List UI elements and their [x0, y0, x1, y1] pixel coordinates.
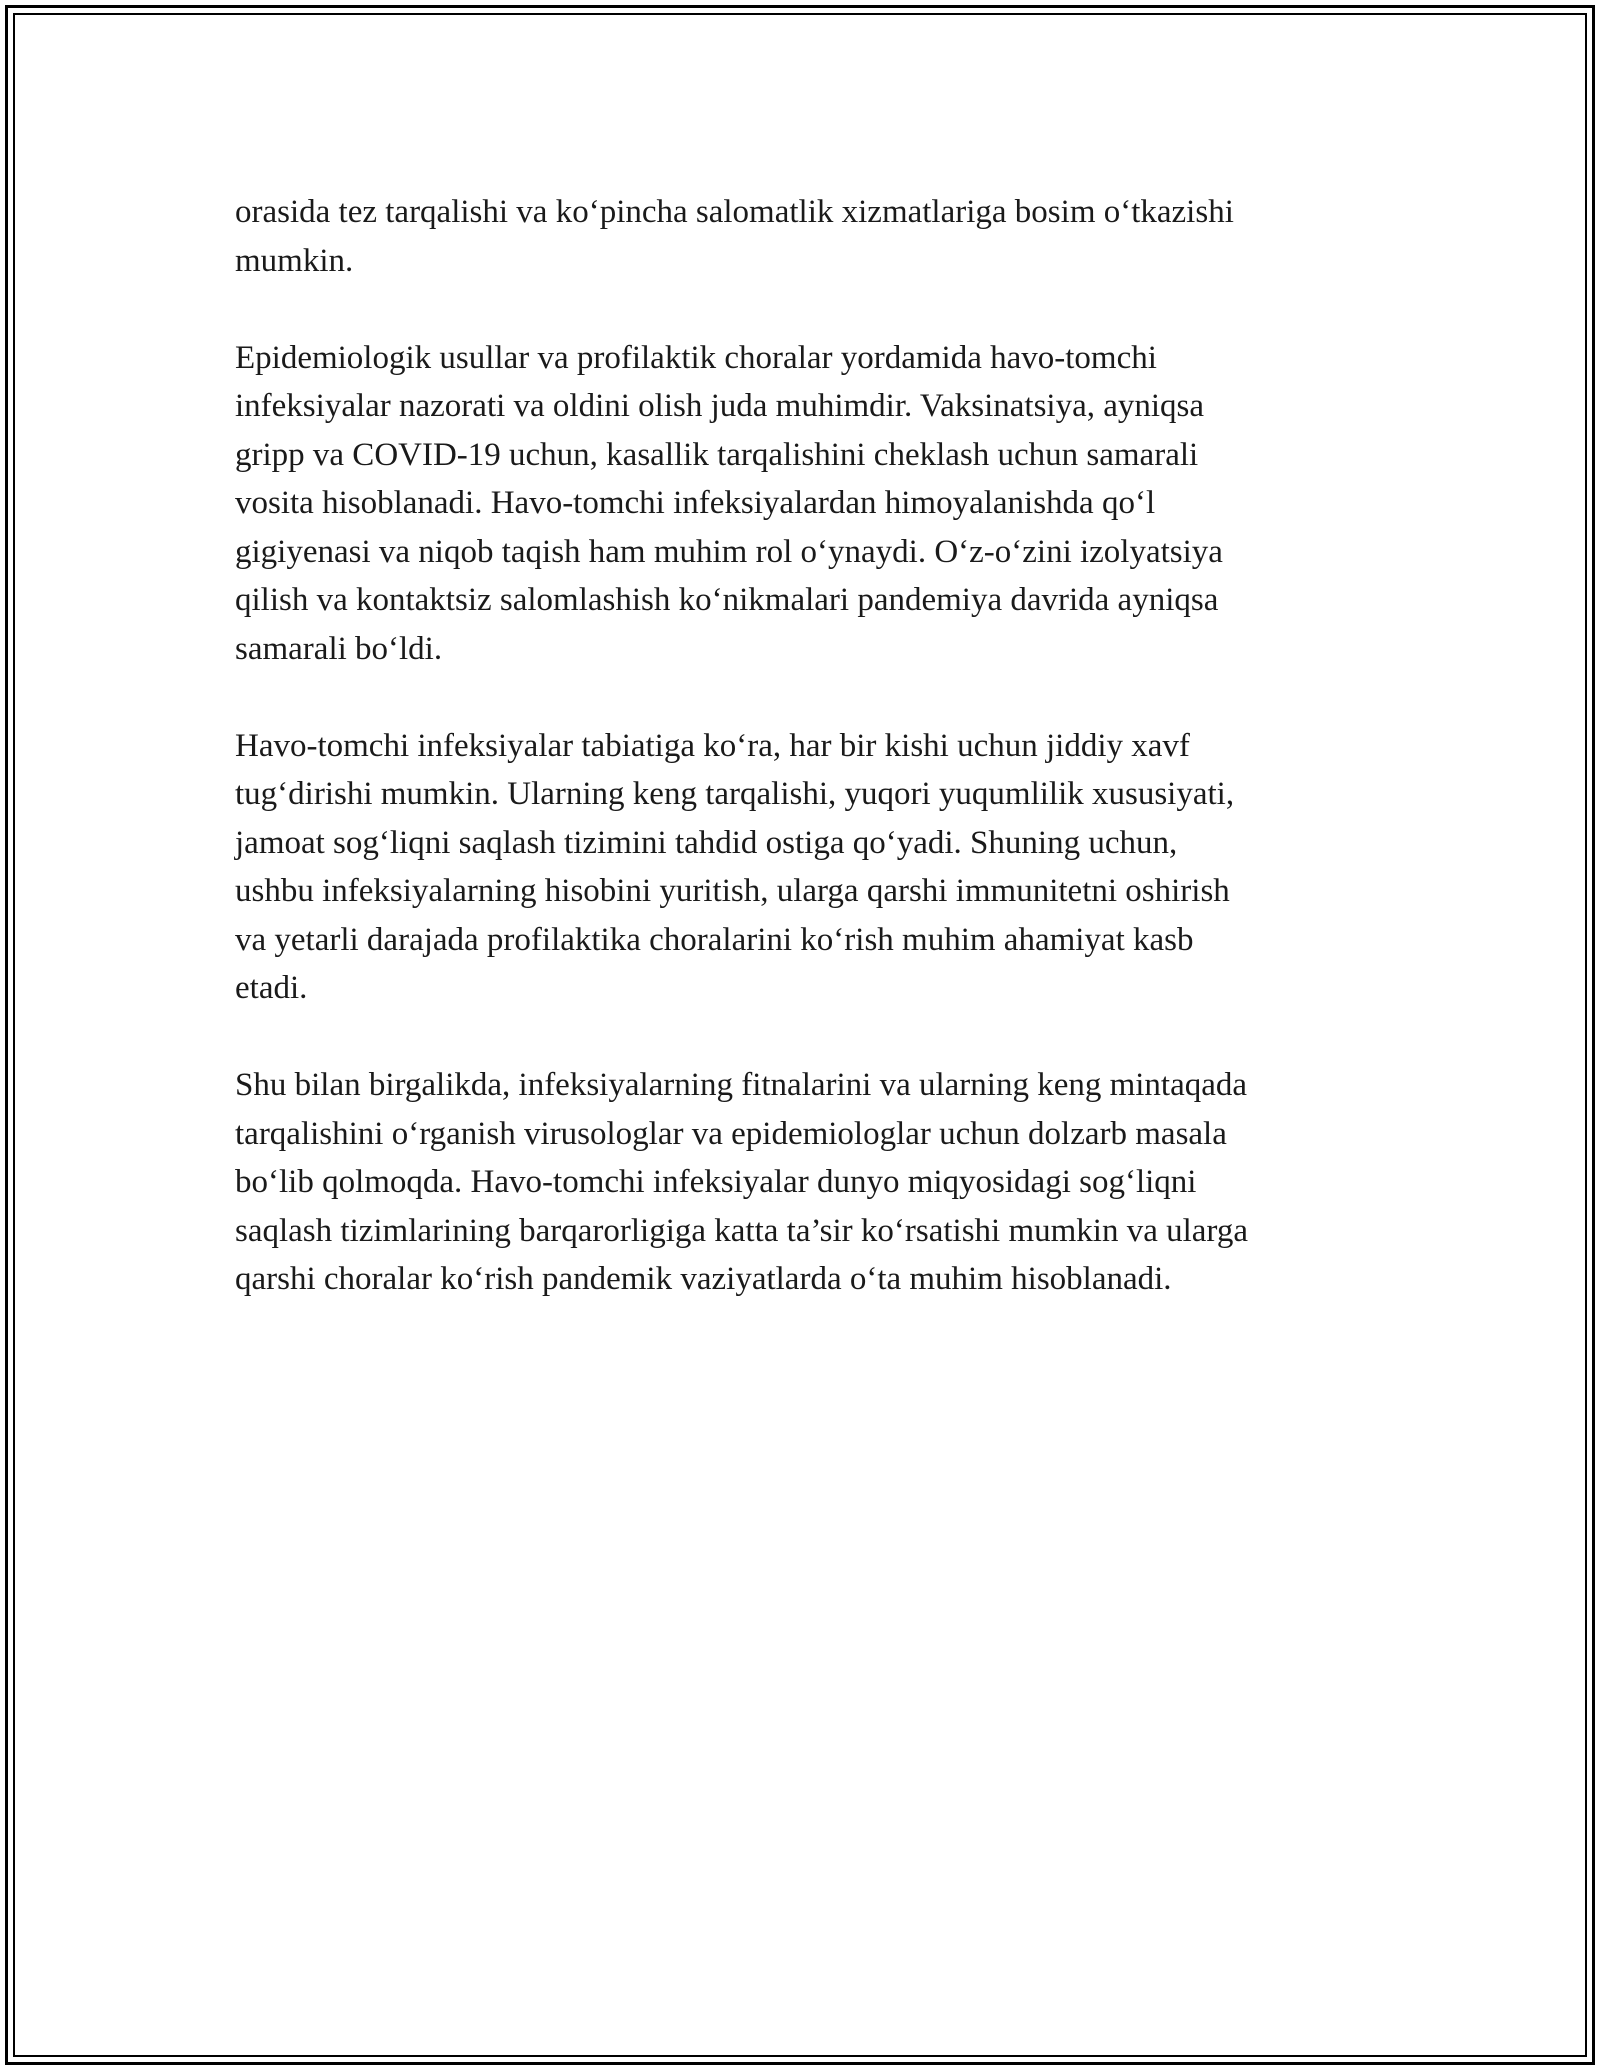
- text-line: va yetarli darajada profilaktika choralarini ko‘rish muhim ahamiyat kasb: [235, 921, 1194, 958]
- paragraph: [235, 722, 1375, 1013]
- text-line: jamoat sog‘liqni saqlash tizimini tahdid ostiga qo‘yadi. Shuning uchun,: [235, 824, 1178, 861]
- text-line: Havo-tomchi infeksiyalar tabiatiga ko‘ra, har bir kishi uchun jiddiy xavf: [235, 727, 1190, 764]
- text-line: Shu bilan birgalikda, infeksiyalarning fitnalarini va ularning keng mintaqada: [235, 1067, 1248, 1103]
- text-line: etadi.: [235, 970, 308, 1006]
- paragraph: [235, 1061, 1375, 1304]
- text-line: bo‘lib qolmoqda. Havo-tomchi infeksiyalar dunyo miqyosidagi sog‘liqni: [235, 1164, 1197, 1200]
- text-line: qilish va kontaktsiz salomlashish ko‘nikmalari pandemiya davrida ayniqsa: [235, 582, 1219, 618]
- text-line: mumkin.: [235, 242, 354, 279]
- text-line: tug‘dirishi mumkin. Ularning keng tarqalishi, yuqori yuqumlilik xususiyati,: [235, 776, 1235, 812]
- text-line: saqlash tizimlarining barqarorligiga katta ta’sir ko‘rsatishi mumkin va ularga: [235, 1212, 1248, 1249]
- text-line: qarshi choralar ko‘rish pandemik vaziyatlarda o‘ta muhim hisoblanadi.: [235, 1261, 1172, 1297]
- document-body: [235, 188, 1375, 1304]
- text-line: gigiyenasi va niqob taqish ham muhim rol o‘ynaydi. O‘z-o‘zini izolyatsiya: [235, 533, 1223, 570]
- text-line: Epidemiologik usullar va profilaktik choralar yordamida havo-tomchi: [235, 339, 1157, 376]
- text-line: gripp va COVID-19 uchun, kasallik tarqalishini cheklash uchun samarali: [235, 436, 1199, 473]
- text-line: orasida tez tarqalishi va ko‘pincha salomatlik xizmatlariga bosim o‘tkazishi: [235, 194, 1234, 230]
- paragraph: [235, 188, 1375, 285]
- text-line: tarqalishini o‘rganish virusologlar va epidemiologlar uchun dolzarb masala: [235, 1115, 1227, 1152]
- text-line: vosita hisoblanadi. Havo-tomchi infeksiyalardan himoyalanishda qo‘l: [235, 485, 1156, 521]
- text-line: ushbu infeksiyalarning hisobini yuritish, ularga qarshi immunitetni oshirish: [235, 873, 1230, 909]
- text-line: infeksiyalar nazorati va oldini olish juda muhimdir. Vaksinatsiya, ayniqsa: [235, 388, 1205, 424]
- paragraph: [235, 334, 1375, 674]
- text-line: samarali bo‘ldi.: [235, 630, 443, 667]
